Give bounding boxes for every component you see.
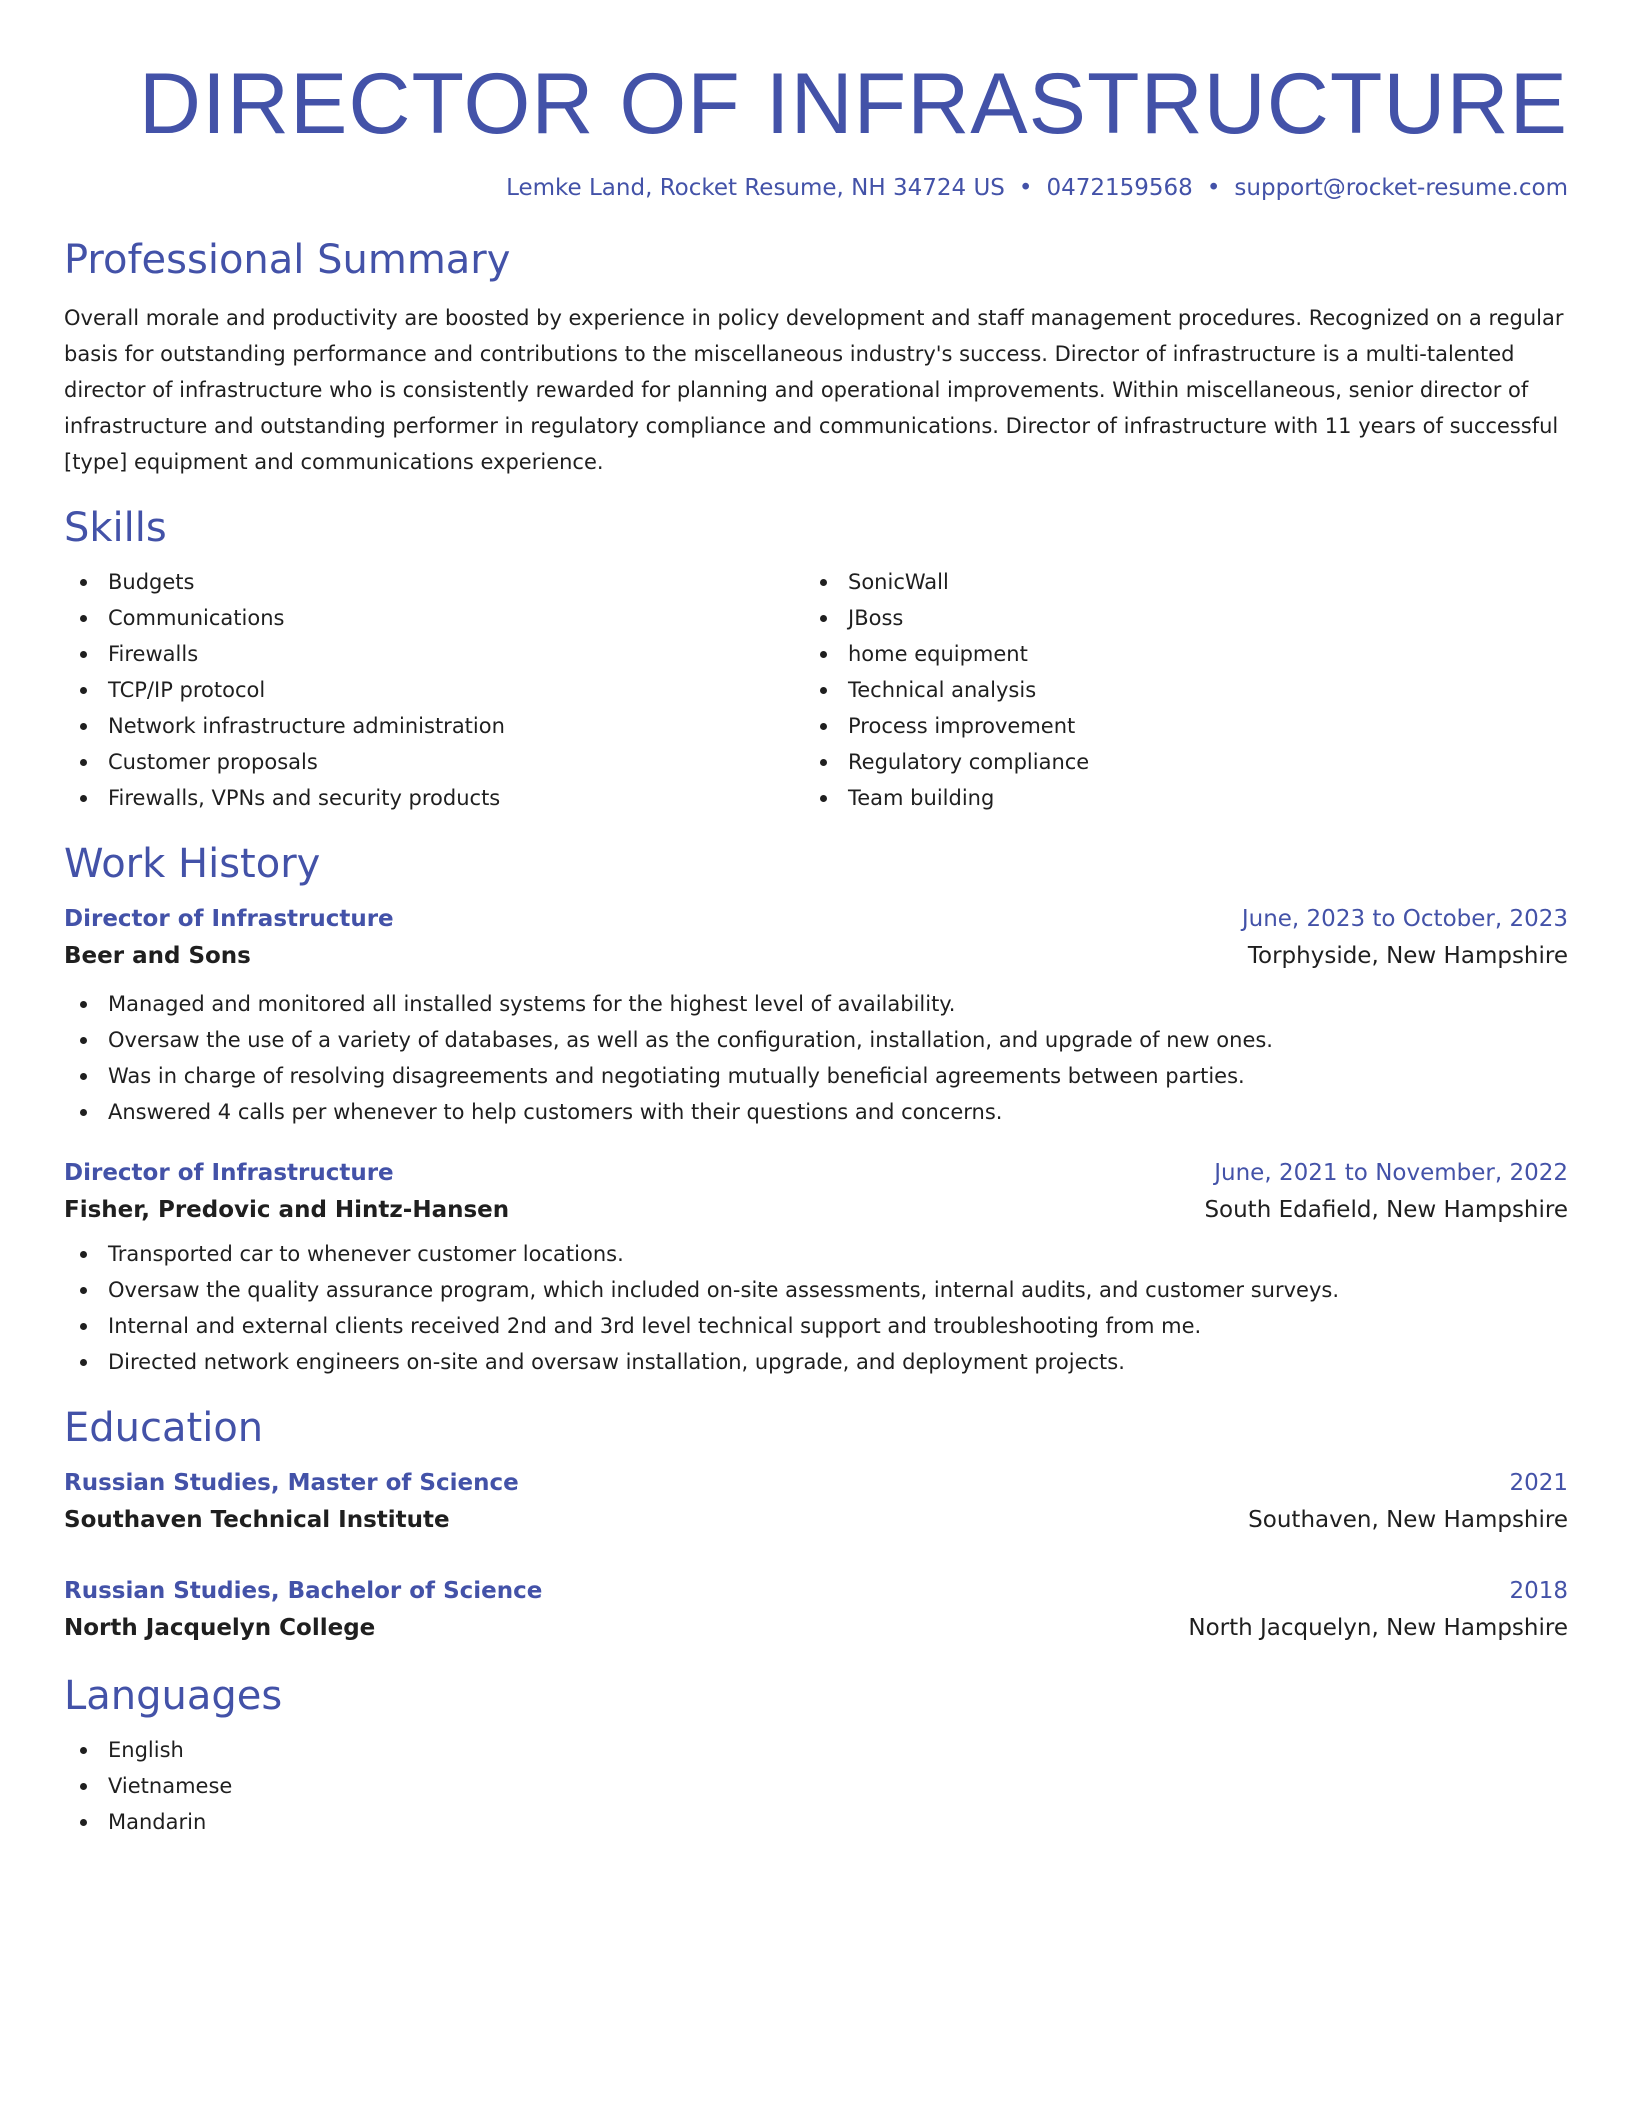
degree: Russian Studies, Bachelor of Science (64, 1578, 543, 1604)
work-history-section (64, 838, 1568, 1380)
job-company: Beer and Sons (64, 943, 251, 969)
job-org-row (64, 936, 1568, 976)
duty-item: Was in charge of resolving disagreements and negotiating mutually beneficial agreements between parties. (64, 1058, 1568, 1094)
skill-item: JBoss (804, 600, 1544, 636)
education-section (64, 1402, 1568, 1648)
job-entry (64, 1156, 1568, 1380)
section-heading-education: Education (64, 1405, 264, 1451)
job-company: Fisher, Predovic and Hintz-Hansen (64, 1197, 510, 1223)
skill-item: Budgets (64, 564, 804, 600)
education-org-row (64, 1608, 1568, 1648)
skill-item: home equipment (804, 636, 1544, 672)
skill-item: Team building (804, 780, 1544, 816)
section-heading-skills: Skills (64, 505, 167, 551)
separator: • (1018, 175, 1033, 201)
degree: Russian Studies, Master of Science (64, 1470, 519, 1496)
graduation-year: 2021 (1509, 1470, 1568, 1496)
job-location: South Edafield, New Hampshire (1204, 1197, 1568, 1223)
job-location: Torphyside, New Hampshire (1247, 943, 1568, 969)
duty-item: Managed and monitored all installed systems for the highest level of availability. (64, 986, 1568, 1022)
graduation-year: 2018 (1509, 1578, 1568, 1604)
skill-item: Technical analysis (804, 672, 1544, 708)
languages-list (64, 1732, 1568, 1840)
address: Lemke Land, Rocket Resume, NH 34724 US (506, 175, 1005, 201)
summary-text: Overall morale and productivity are boosted by experience in policy development and staff management procedures. Recognized on a regular basis for outstanding performance and contributions to the miscellaneous industry's success. Director of infrastructure is a multi-talented director of infrastructure who is consistently rewarded for planning and operational improvements. Within miscellaneous, senior director of infrastructure and outstanding performer in regulatory compliance and communications. Director of infrastructure with 11 years of successful [type] equipment and communications experience. (64, 306, 1564, 474)
duty-item: Answered 4 calls per whenever to help customers with their questions and concerns. (64, 1094, 1568, 1130)
school-location: North Jacquelyn, New Hampshire (1188, 1615, 1568, 1641)
education-header-row (64, 1466, 1568, 1500)
skill-item: Network infrastructure administration (64, 708, 804, 744)
school-name: Southaven Technical Institute (64, 1507, 450, 1533)
skills-section (64, 502, 1568, 816)
education-header-row (64, 1574, 1568, 1608)
job-title: Director of Infrastructure (64, 1160, 394, 1186)
skill-item: Firewalls (64, 636, 804, 672)
language-item: English (64, 1732, 1568, 1768)
job-org-row (64, 1190, 1568, 1230)
languages-section (64, 1670, 1568, 1840)
contact-line (64, 172, 1568, 204)
education-entry (64, 1466, 1568, 1540)
skill-item: Firewalls, VPNs and security products (64, 780, 804, 816)
skills-list-right (804, 564, 1544, 816)
education-entry (64, 1574, 1568, 1648)
school-location: Southaven, New Hampshire (1248, 1507, 1568, 1533)
job-dates: June, 2021 to November, 2022 (1214, 1160, 1568, 1186)
duty-item: Oversaw the use of a variety of databases, as well as the configuration, installation, and upgrade of new ones. (64, 1022, 1568, 1058)
separator: • (1206, 175, 1221, 201)
language-item: Mandarin (64, 1804, 1568, 1840)
section-heading-summary: Professional Summary (64, 237, 511, 283)
summary-section (64, 234, 1568, 480)
skill-item: Process improvement (804, 708, 1544, 744)
duty-item: Transported car to whenever customer locations. (64, 1236, 1568, 1272)
job-duties (64, 1236, 1568, 1380)
duty-item: Internal and external clients received 2nd and 3rd level technical support and troubleshooting from me. (64, 1308, 1568, 1344)
skill-item: Customer proposals (64, 744, 804, 780)
job-dates: June, 2023 to October, 2023 (1241, 906, 1568, 932)
skill-item: Regulatory compliance (804, 744, 1544, 780)
language-item: Vietnamese (64, 1768, 1568, 1804)
skills-list-left (64, 564, 804, 816)
duty-item: Oversaw the quality assurance program, which included on-site assessments, internal audits, and customer surveys. (64, 1272, 1568, 1308)
job-header-row (64, 902, 1568, 936)
job-duties (64, 986, 1568, 1130)
section-heading-languages: Languages (64, 1673, 283, 1719)
skill-item: SonicWall (804, 564, 1544, 600)
job-title: Director of Infrastructure (64, 906, 394, 932)
section-heading-work: Work History (64, 841, 321, 887)
email-link[interactable]: support@rocket-resume.com (1234, 175, 1568, 201)
skills-grid (64, 564, 1568, 816)
school-name: North Jacquelyn College (64, 1615, 376, 1641)
duty-item: Directed network engineers on-site and oversaw installation, upgrade, and deployment projects. (64, 1344, 1568, 1380)
skill-item: Communications (64, 600, 804, 636)
job-entry (64, 902, 1568, 1130)
skill-item: TCP/IP protocol (64, 672, 804, 708)
job-header-row (64, 1156, 1568, 1190)
education-org-row (64, 1500, 1568, 1540)
resume-title: DIRECTOR OF INFRASTRUCTURE (138, 56, 1568, 152)
phone: 0472159568 (1046, 175, 1193, 201)
